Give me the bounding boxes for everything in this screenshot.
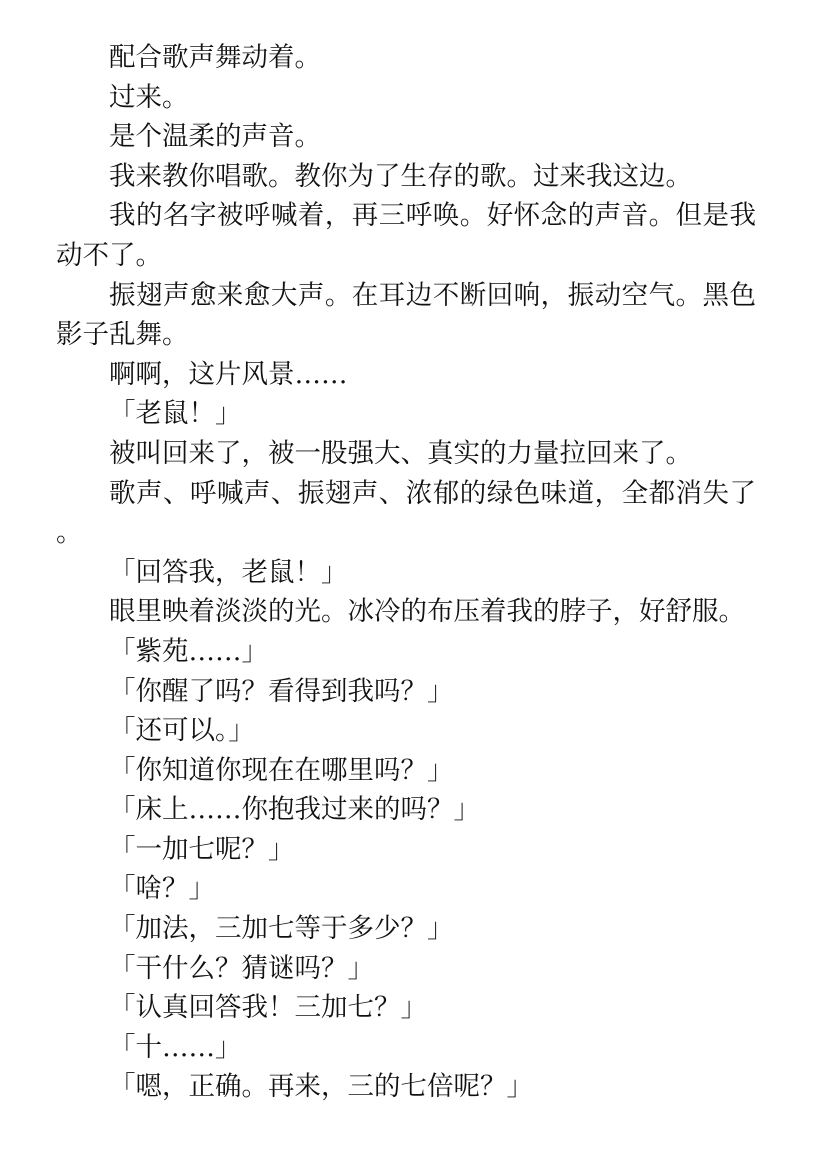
dialogue-line: 「认真回答我！三加七？」 — [109, 992, 427, 1024]
paragraph: 被叫回来了，被一股强大、真实的力量拉回来了。 — [109, 437, 692, 469]
dialogue-line: 「床上……你抱我过来的吗？」 — [109, 794, 480, 826]
paragraph: 啊啊，这片风景…… — [109, 358, 348, 390]
paragraph: 过来。 — [109, 81, 189, 113]
dialogue-line: 「加法，三加七等于多少？」 — [109, 913, 454, 945]
paragraph: 是个温柔的声音。 — [109, 121, 321, 153]
dialogue-line: 「你醒了吗？看得到我吗？」 — [109, 675, 454, 707]
dialogue-line: 「紫苑……」 — [109, 635, 268, 667]
dialogue-line: 「干什么？猜谜吗？」 — [109, 952, 374, 984]
paragraph: 配合歌声舞动着。 — [109, 42, 321, 73]
paragraph: 眼里映着淡淡的光。冰冷的布压着我的脖子，好舒服。 — [109, 596, 745, 628]
paragraph: 我来教你唱歌。教你为了生存的歌。过来我这边。 — [109, 160, 692, 192]
paragraph: 我的名字被呼喊着，再三呼唤。好怀念的声音。但是我动不了。 — [56, 200, 756, 271]
dialogue-line: 「十……」 — [109, 1031, 242, 1063]
dialogue-line: 「回答我，老鼠！」 — [109, 556, 348, 588]
paragraph: 歌声、呼喊声、振翅声、浓郁的绿色味道，全都消失了。 — [56, 477, 756, 549]
paragraph: 振翅声愈来愈大声。在耳边不断回响，振动空气。黑色影子乱舞。 — [56, 279, 756, 351]
dialogue-line: 「还可以。」 — [109, 715, 255, 747]
dialogue-line: 「你知道你现在在哪里吗？」 — [109, 754, 454, 786]
dialogue-line: 「啥？」 — [109, 873, 215, 905]
text-body — [56, 38, 756, 1107]
dialogue-line: 「一加七呢？」 — [109, 833, 295, 865]
dialogue-line: 「老鼠！」 — [109, 398, 242, 430]
dialogue-line: 「嗯，正确。再来，三的七倍呢？」 — [109, 1071, 533, 1103]
